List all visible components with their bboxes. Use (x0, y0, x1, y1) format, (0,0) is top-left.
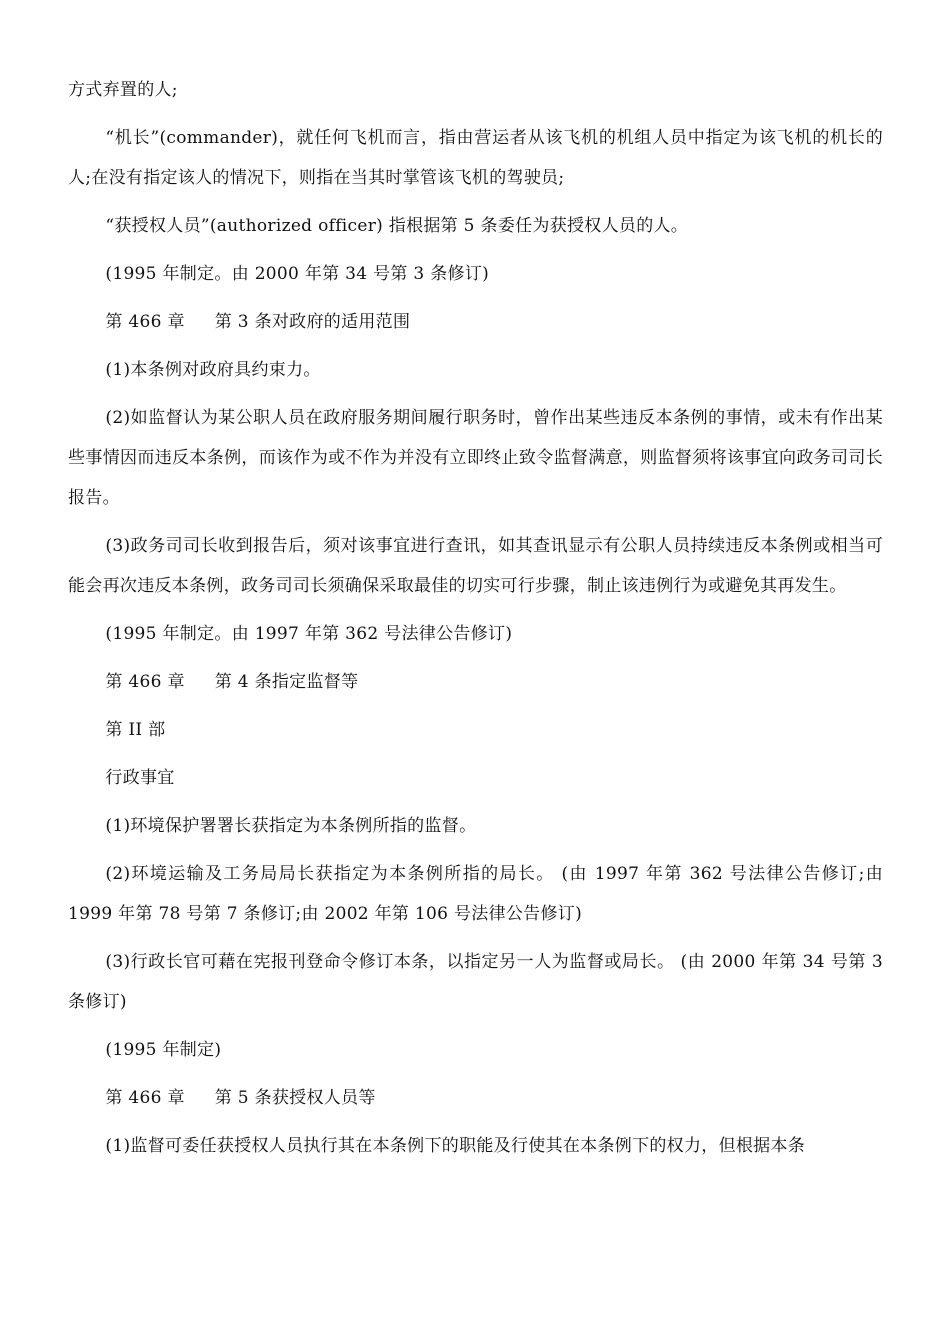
document-body (68, 70, 883, 1174)
paragraph: (1995 年制定。由 1997 年第 362 号法律公告修订) (105, 624, 513, 644)
paragraph: “获授权人员”(authorized officer) 指根据第 5 条委任为获授权人员的人。 (105, 216, 689, 236)
part-title: 行政事宜 (105, 768, 175, 788)
paragraph: (2)如监督认为某公职人员在政府服务期间履行职务时，曾作出某些违反本条例的事情，或未有作出某些事情因而违反本条例，而该作为或不作为并没有立即终止致令监督满意，则监督须将该事宜向政务司司长报告。 (68, 408, 883, 508)
paragraph: (1)监督可委任获授权人员执行其在本条例下的职能及行使其在本条例下的权力，但根据本条 (105, 1136, 806, 1156)
chapter-label: 第 466 章 (105, 672, 185, 692)
section-3-heading (68, 302, 883, 342)
paragraph: (3)政务司司长收到报告后，须对该事宜进行查讯，如其查讯显示有公职人员持续违反本条例或相当可能会再次违反本条例，政务司司长须确保采取最佳的切实可行步骤，制止该违例行为或避免其再发生。 (68, 536, 883, 596)
paragraph: (1995 年制定) (105, 1040, 222, 1060)
section-title: 第 3 条对政府的适用范围 (214, 312, 411, 332)
section-5-heading (68, 1078, 883, 1118)
section-4-heading (68, 662, 883, 702)
paragraph: (1)本条例对政府具约束力。 (105, 360, 321, 380)
paragraph: (1)环境保护署署长获指定为本条例所指的监督。 (105, 816, 477, 836)
section-title: 第 5 条获授权人员等 (214, 1088, 376, 1108)
paragraph: (2)环境运输及工务局局长获指定为本条例所指的局长。 (由 1997 年第 362 号法律公告修订;由 1999 年第 78 号第 7 条修订;由 2002 年第 106 号法律公告修订) (68, 864, 883, 924)
chapter-label: 第 466 章 (105, 1088, 185, 1108)
section-title: 第 4 条指定监督等 (214, 672, 359, 692)
paragraph: (3)行政长官可藉在宪报刊登命令修订本条，以指定另一人为监督或局长。 (由 2000 年第 34 号第 3 条修订) (68, 952, 883, 1012)
paragraph: (1995 年制定。由 2000 年第 34 号第 3 条修订) (105, 264, 490, 284)
paragraph: “机长”(commander)，就任何飞机而言，指由营运者从该飞机的机组人员中指定为该飞机的机长的人;在没有指定该人的情况下，则指在当其时掌管该飞机的驾驶员; (68, 128, 883, 188)
paragraph: 方式弃置的人; (68, 80, 178, 100)
chapter-label: 第 466 章 (105, 312, 185, 332)
part-label: 第 II 部 (105, 720, 166, 740)
